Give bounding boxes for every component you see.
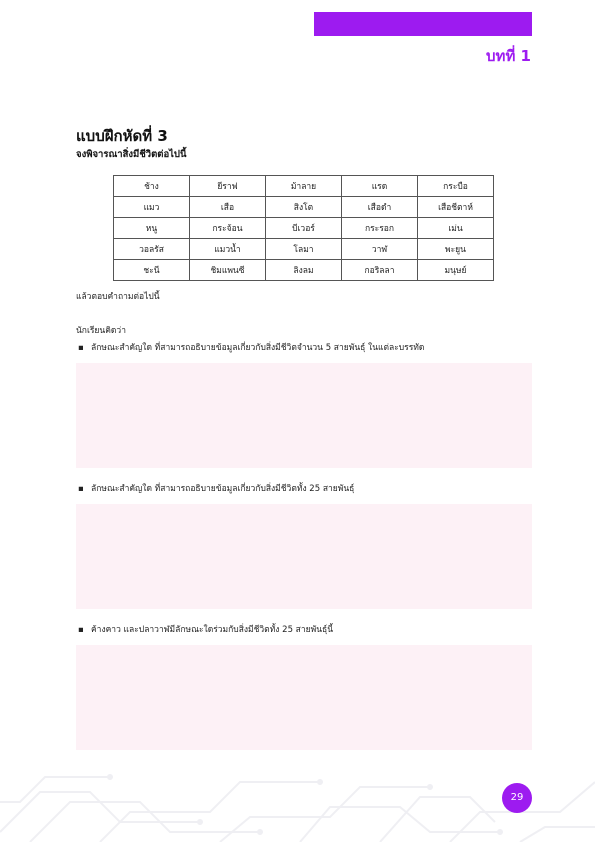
- table-cell: วาฬ: [342, 239, 418, 260]
- table-cell: ช้าง: [114, 176, 190, 197]
- table-cell: หนู: [114, 218, 190, 239]
- table-cell: บีเวอร์: [266, 218, 342, 239]
- exercise-instruction: จงพิจารณาสิ่งมีชีวิตต่อไปนี้: [76, 149, 187, 160]
- table-cell: ชิมแพนซี: [190, 260, 266, 281]
- bullet-icon: ▪: [78, 625, 84, 635]
- exercise-title: แบบฝึกหัดที่ 3: [76, 127, 168, 145]
- answer-box-2[interactable]: [76, 504, 532, 609]
- student-label: นักเรียนคิดว่า: [76, 326, 126, 336]
- table-cell: ยีราฟ: [190, 176, 266, 197]
- question-2: [78, 481, 354, 495]
- chapter-label: บทที่ 1: [486, 47, 531, 65]
- table-cell: พะยูน: [418, 239, 494, 260]
- table-cell: เสือ: [190, 197, 266, 218]
- bullet-icon: ▪: [78, 343, 84, 353]
- table-row: [114, 239, 494, 260]
- bullet-icon: ▪: [78, 484, 84, 494]
- table-cell: กอริลลา: [342, 260, 418, 281]
- table-cell: กระรอก: [342, 218, 418, 239]
- header-accent-bar: [314, 12, 532, 36]
- table-row: [114, 260, 494, 281]
- question-text: ลักษณะสำคัญใด ที่สามารถอธิบายข้อมูลเกี่ยวกับสิ่งมีชีวิตจำนวน 5 สายพันธุ์ ในแต่ละบรรทัด: [91, 343, 425, 353]
- table-cell: แมว: [114, 197, 190, 218]
- question-text: ลักษณะสำคัญใด ที่สามารถอธิบายข้อมูลเกี่ยวกับสิ่งมีชีวิตทั้ง 25 สายพันธุ์: [91, 484, 355, 494]
- table-cell: เสือดำ: [342, 197, 418, 218]
- table-row: [114, 197, 494, 218]
- table-cell: ลิงลม: [266, 260, 342, 281]
- species-table: [113, 175, 494, 281]
- table-cell: เม่น: [418, 218, 494, 239]
- question-1: [78, 340, 424, 354]
- table-cell: ม้าลาย: [266, 176, 342, 197]
- answer-box-1[interactable]: [76, 363, 532, 468]
- follow-up-instruction: แล้วตอบคำถามต่อไปนี้: [76, 292, 160, 302]
- table-row: [114, 218, 494, 239]
- table-cell: เสือชีตาห์: [418, 197, 494, 218]
- table-cell: มนุษย์: [418, 260, 494, 281]
- table-cell: สิงโต: [266, 197, 342, 218]
- table-row: [114, 176, 494, 197]
- question-3: [78, 622, 333, 636]
- answer-box-3[interactable]: [76, 645, 532, 750]
- table-cell: กระจ้อน: [190, 218, 266, 239]
- table-cell: วอลรัส: [114, 239, 190, 260]
- table-cell: แรด: [342, 176, 418, 197]
- table-cell: ชะนี: [114, 260, 190, 281]
- page-number-badge: 29: [502, 783, 532, 813]
- question-text: ค้างคาว และปลาวาฬมีลักษณะใดร่วมกับสิ่งมีชีวิตทั้ง 25 สายพันธุ์นี้: [91, 625, 334, 635]
- table-cell: โลมา: [266, 239, 342, 260]
- table-cell: แมวน้ำ: [190, 239, 266, 260]
- table-cell: กระบือ: [418, 176, 494, 197]
